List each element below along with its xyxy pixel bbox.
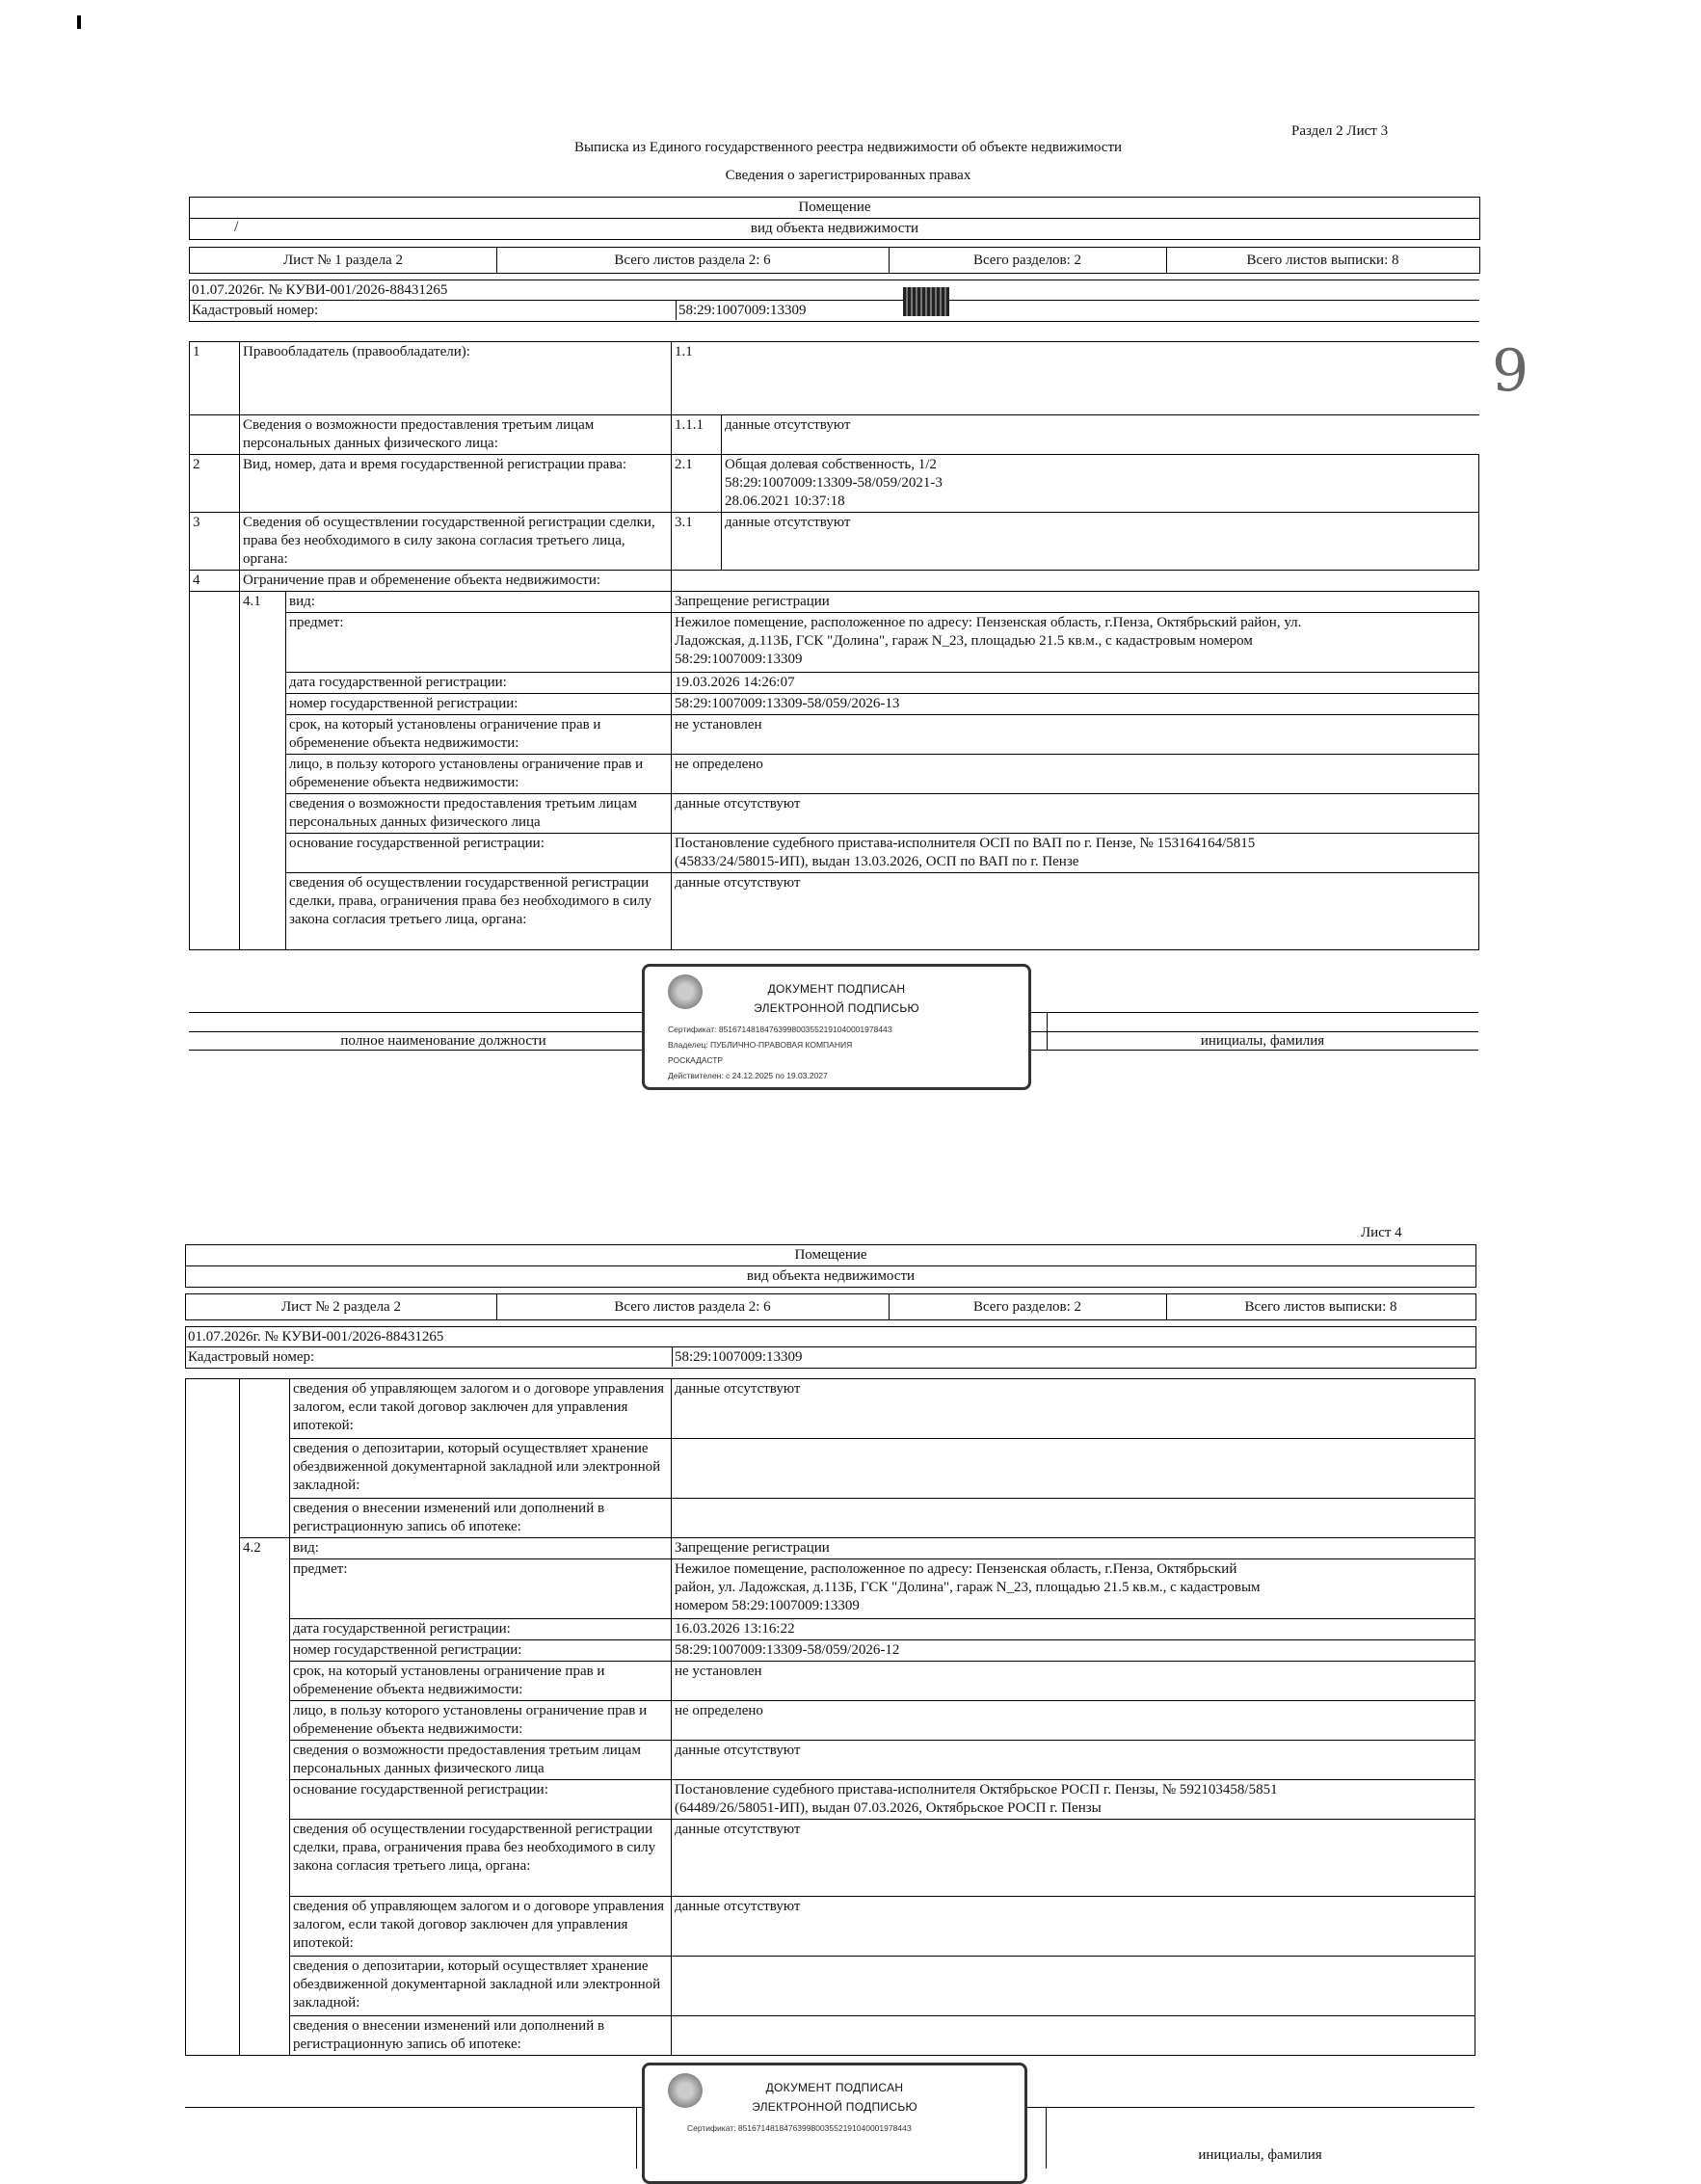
row1b-label: Сведения о возможности предоставления третьим лицам персональных данных физического лица: [240,415,672,455]
cadastral-line [190,301,1479,320]
enc1-label-8: сведения об осуществлении государственной регистрации сделки, права, ограничения права без необходимого в силу закона согласия третьего лица, органа: [286,873,672,950]
enc1-value-3: 58:29:1007009:13309-58/059/2026-13 [672,694,1479,715]
cadastral-label: Кадастровый номер: [192,303,319,318]
enc1-label-6: сведения о возможности предоставления третьим лицам персональных данных физического лица [286,794,672,834]
enc1-label-4: срок, на который установлены ограничение прав и обременение объекта недвижимости: [286,715,672,755]
row2-value-line1: Общая долевая собственность, 1/2 [725,457,937,472]
page1-signature-stamp [642,964,1031,1090]
cadastral-value: 58:29:1007009:13309 [676,301,807,320]
position-label: полное наименование должности [340,1033,546,1049]
row1-code: 1.1 [672,342,1479,415]
enc2-value-9: данные отсутствуют [672,1897,1475,1957]
page2-signature-stamp [642,2063,1027,2184]
page2-stamp-line2: ЭЛЕКТРОННОЙ ПОДПИСЬЮ [752,2100,917,2114]
enc1-value-7: Постановление судебного пристава-исполнителя ОСП по ВАП по г. Пензе, № 153164164/5815 (45833/24/58015-ИП), выдан 13.03.2026, ОСП по ВАП по г. Пензе [672,834,1479,873]
scan-mark [77,15,81,29]
page1-title: Выписка из Единого государственного реестра недвижимости об объекте недвижимости [573,140,1123,155]
row3-label: Сведения об осуществлении государственной регистрации сделки, права без необходимого в силу закона согласия третьего лица, органа: [240,513,672,571]
enc1-label-2: дата государственной регистрации: [286,673,672,694]
row2-num: 2 [190,455,240,513]
page2-sheet-row [185,1293,1476,1320]
doc-number: 01.07.2026г. № КУВИ-001/2026-88431265 [190,280,1479,301]
row2-label: Вид, номер, дата и время государственной регистрации права: [240,455,672,513]
initials-label: инициалы, фамилия [1200,1033,1325,1049]
enc1-value-4: не установлен [672,715,1479,755]
p2-top-label-2: сведения о внесении изменений или дополнений в регистрационную запись об ипотеке: [290,1499,672,1538]
row3-num: 3 [190,513,240,571]
p2-top-value-0: данные отсутствуют [672,1379,1475,1439]
enc2-value-10 [672,1957,1475,2016]
p2-top-value-1 [672,1439,1475,1499]
enc2-value-8: данные отсутствуют [672,1820,1475,1897]
page2-cadastral-label: Кадастровый номер: [188,1349,315,1365]
page2-doc-number: 01.07.2026г. № КУВИ-001/2026-88431265 [186,1327,1475,1347]
p2-top-value-2 [672,1499,1475,1538]
sheet-number: Лист № 1 раздела 2 [190,248,497,273]
page2-sections-total: Всего разделов: 2 [889,1294,1167,1319]
enc2-label-7: основание государственной регистрации: [290,1780,672,1820]
page1-corner: Раздел 2 Лист 3 [1291,123,1389,139]
redaction-mark [903,287,949,316]
enc2-label-4: срок, на который установлены ограничение прав и обременение объекта недвижимости: [290,1662,672,1701]
enc2-label-10: сведения о депозитарии, который осуществляет хранение обездвиженной документарной закладной или электронной закладной: [290,1957,672,2016]
enc1-value-2: 19.03.2026 14:26:07 [672,673,1479,694]
enc1-label-0: вид: [286,592,672,613]
p2-top-label-1: сведения о депозитарии, который осуществляет хранение обездвиженной документарной закладной или электронной закладной: [290,1439,672,1499]
enc2-label-3: номер государственной регистрации: [290,1640,672,1662]
enc2-label-2: дата государственной регистрации: [290,1619,672,1640]
enc2-value-4: не установлен [672,1662,1475,1701]
page2-extract-sheets-total: Всего листов выписки: 8 [1244,1299,1397,1315]
enc1-value-8: данные отсутствуют [672,873,1479,950]
stamp-line1: ДОКУМЕНТ ПОДПИСАН [767,982,906,996]
enc2-label-5: лицо, в пользу которого установлены ограничение прав и обременение объекта недвижимости: [290,1701,672,1741]
page2-section-sheets-total: Всего листов раздела 2: 6 [496,1294,890,1319]
enc1-label-3: номер государственной регистрации: [286,694,672,715]
stamp-cert: Сертификат: 8516714818476399800355219104000197844З [668,1025,892,1034]
page2-sheet-number: Лист № 2 раздела 2 [186,1294,497,1319]
row41-code: 4.1 [240,592,286,613]
row2-code: 2.1 [672,455,722,513]
stamp-owner2: РОСКАДАСТР [668,1055,724,1065]
extract-sheets-total: Всего листов выписки: 8 [1246,253,1399,268]
enc2-label-8: сведения об осуществлении государственной регистрации сделки, права, ограничения права без необходимого в силу закона согласия третьего лица, органа: [290,1820,672,1897]
enc2-value-2: 16.03.2026 13:16:22 [672,1619,1475,1640]
enc2-label-11: сведения о внесении изменений или дополнений в регистрационную запись об ипотеке: [290,2016,672,2056]
enc2-value-5: не определено [672,1701,1475,1741]
page2-cadastral-value: 58:29:1007009:13309 [672,1347,803,1367]
slash-mark: / [234,219,239,235]
page2-cadastral-line [186,1347,1475,1367]
page1-object-box [189,197,1480,240]
enc2-value-3: 58:29:1007009:13309-58/059/2026-12 [672,1640,1475,1662]
page2-stamp-line1: ДОКУМЕНТ ПОДПИСАН [765,2081,904,2094]
row3-value: данные отсутствуют [722,513,1479,571]
page1-sheet-row [189,247,1480,274]
row4-label: Ограничение прав и обременение объекта недвижимости: [240,571,672,592]
enc1-label-7: основание государственной регистрации: [286,834,672,873]
page2-encumbrance-table [185,1378,1475,2056]
page2-object-caption: вид объекта недвижимости [746,1268,916,1284]
enc1-label-5: лицо, в пользу которого установлены ограничение прав и обременение объекта недвижимости: [286,755,672,794]
row1-label: Правообладатель (правообладатели): [240,342,672,415]
row2-value [722,455,1479,513]
enc2-value-7: Постановление судебного пристава-исполнителя Октябрьское РОСП г. Пензы, № 592103458/5851 (64489/26/58051-ИП), выдан 07.03.2026, Октябрьское РОСП г. Пензы [672,1780,1475,1820]
row2-value-line3: 28.06.2021 10:37:18 [725,493,845,509]
page2-corner: Лист 4 [1361,1225,1402,1240]
enc1-value-5: не определено [672,755,1479,794]
row3-code: 3.1 [672,513,722,571]
handwritten-mark: 9 [1492,337,1529,405]
enc2-label-1: предмет: [290,1559,672,1619]
row4-num: 4 [190,571,240,592]
enc2-value-0: Запрещение регистрации [672,1538,1475,1559]
row1-num: 1 [190,342,240,415]
section-sheets-total: Всего листов раздела 2: 6 [496,248,890,273]
page2-object-label: Помещение [186,1245,1475,1266]
row2-value-line2: 58:29:1007009:13309-58/059/2021-3 [725,475,943,491]
enc2-value-1: Нежилое помещение, расположенное по адресу: Пензенская область, г.Пенза, Октябрьский район, ул. Ладожская, д.113Б, ГСК "Долина", гараж N_23, площадью 21.5 кв.м., с кадастровым номером 58:29:1007009:13309 [672,1559,1475,1619]
stamp-valid: Действителен: с 24.12.2025 по 19.03.2027 [668,1071,828,1080]
page1-meta [189,280,1479,322]
row1b-code: 1.1.1 [672,415,722,455]
enc2-label-9: сведения об управляющем залогом и о договоре управления залогом, если такой договор заключен для управления ипотекой: [290,1897,672,1957]
page2-stamp-cert: Сертификат: 8516714818476399800355219104000197844З [687,2123,912,2133]
row42-code: 4.2 [240,1538,290,1559]
object-label: Помещение [190,198,1479,219]
enc1-value-1: Нежилое помещение, расположенное по адресу: Пензенская область, г.Пенза, Октябрьский район, ул. Ладожская, д.113Б, ГСК "Долина", гараж N_23, площадью 21.5 кв.м., с кадастровым номером 58:29:1007009:13309 [672,613,1479,673]
page1-subtitle: Сведения о зарегистрированных правах [725,168,971,183]
enc2-label-6: сведения о возможности предоставления третьим лицам персональных данных физического лица [290,1741,672,1780]
stamp-owner: Владелец: ПУБЛИЧНО-ПРАВОВАЯ КОМПАНИЯ [668,1040,853,1050]
enc2-value-11 [672,2016,1475,2056]
page2-object-box [185,1244,1476,1288]
p2-top-label-0: сведения об управляющем залогом и о договоре управления залогом, если такой договор заключен для управления ипотекой: [290,1379,672,1439]
enc2-label-0: вид: [290,1538,672,1559]
object-caption: вид объекта недвижимости [190,219,1479,240]
page1-rights-table [189,341,1479,950]
page2-sig-divider-left [636,2107,637,2169]
enc1-value-6: данные отсутствуют [672,794,1479,834]
page2-initials-label: инициалы, фамилия [1198,2147,1322,2163]
enc1-value-0: Запрещение регистрации [672,592,1479,613]
enc2-value-6: данные отсутствуют [672,1741,1475,1780]
row1b-value: данные отсутствуют [722,415,1479,455]
enc1-label-1: предмет: [286,613,672,673]
stamp-line2: ЭЛЕКТРОННОЙ ПОДПИСЬЮ [754,1001,919,1015]
page2-meta [185,1326,1476,1369]
sections-total: Всего разделов: 2 [889,248,1167,273]
